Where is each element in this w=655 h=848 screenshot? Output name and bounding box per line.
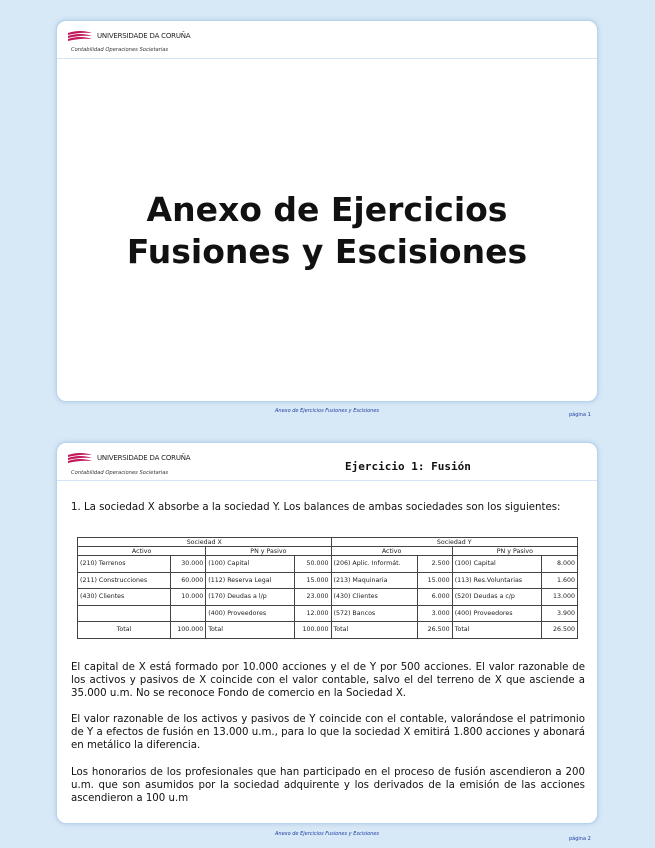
y-pn-pasivo-header: PN y Pasivo: [452, 547, 577, 556]
table-cell: Total: [452, 622, 541, 639]
table-company-row: [78, 538, 578, 547]
table-cell: (113) Res.Voluntarias: [452, 572, 541, 589]
page-title: [57, 189, 597, 273]
table-total-row: [78, 622, 578, 639]
table-cell: (170) Deudas a l/p: [206, 589, 295, 606]
subject-label: Contabilidad Operaciones Societarias: [71, 47, 169, 53]
table-cell: (210) Terrenos: [78, 556, 171, 573]
table-cell: Total: [331, 622, 418, 639]
table-cell: 2.500: [418, 556, 452, 573]
table-cell: 8.000: [541, 556, 577, 573]
table-cell: 12.000: [295, 605, 331, 622]
table-cell: 15.000: [418, 572, 452, 589]
university-logo: [67, 29, 190, 43]
company-x-header: Sociedad X: [78, 538, 332, 547]
table-cell: 15.000: [295, 572, 331, 589]
table-cell: (206) Aplic. Informát.: [331, 556, 418, 573]
table-cell: 3.900: [541, 605, 577, 622]
table-cell: [78, 605, 171, 622]
table-cell: (100) Capital: [206, 556, 295, 573]
table-cell: 60.000: [170, 572, 205, 589]
company-y-header: Sociedad Y: [331, 538, 578, 547]
table-cell: 26.500: [541, 622, 577, 639]
table-cell: 10.000: [170, 589, 205, 606]
page-number-1: página 1: [569, 412, 591, 418]
table-cell: Total: [206, 622, 295, 639]
table-cell: (213) Maquinaria: [331, 572, 418, 589]
table-cell: 3.000: [418, 605, 452, 622]
table-cell: (400) Proveedores: [206, 605, 295, 622]
y-activo-header: Activo: [331, 547, 452, 556]
university-logo: [67, 451, 190, 465]
table-cell: (400) Proveedores: [452, 605, 541, 622]
table-cell: 30.000: [170, 556, 205, 573]
logo-mark-icon: [67, 451, 93, 465]
balance-table: [77, 537, 578, 639]
title-line-1: Anexo de Ejercicios: [146, 190, 508, 229]
table-cell: 1.600: [541, 572, 577, 589]
table-cell: Total: [78, 622, 171, 639]
table-cell: (100) Capital: [452, 556, 541, 573]
table-cell: (211) Construcciones: [78, 572, 171, 589]
paragraph-valuation: El valor razonable de los activos y pasivos de Y coincide con el contable, valorándose el patrimonio de Y a efectos de fusión en 13.000 u.m., para lo que la sociedad X emitirá 1.800 acciones y abonará en metálico la diferencia.: [71, 714, 585, 751]
footer-title-2: Anexo de Ejercicios Fusiones y Escisiones: [274, 831, 379, 837]
table-cell: 6.000: [418, 589, 452, 606]
table-cell: (520) Deudas a c/p: [452, 589, 541, 606]
exercise-title: Ejercicio 1: Fusión: [345, 460, 471, 473]
university-name: UNIVERSIDADE DA CORUÑA: [97, 454, 191, 462]
exercise-intro: 1. La sociedad X absorbe a la sociedad Y. Los balances de ambas sociedades son los siguientes:: [71, 502, 561, 513]
x-activo-header: Activo: [78, 547, 206, 556]
university-name: UNIVERSIDADE DA CORUÑA: [97, 32, 191, 40]
footer-title-1: Anexo de Ejercicios Fusiones y Escisiones: [274, 408, 379, 414]
table-row: [78, 605, 578, 622]
table-cell: (112) Reserva Legal: [206, 572, 295, 589]
table-cell: 23.000: [295, 589, 331, 606]
paragraph-capital: El capital de X está formado por 10.000 acciones y el de Y por 500 acciones. El valor razonable de los activos y pasivos de X coincide con el valor contable, salvo el del terreno de X que asciende a 35.000 u.m. No se reconoce Fondo de comercio en la Sociedad X.: [71, 662, 585, 699]
logo-mark-icon: [67, 29, 93, 43]
slide-1: [56, 20, 598, 402]
table-row: [78, 572, 578, 589]
table-cell: 50.000: [295, 556, 331, 573]
table-cell: 26.500: [418, 622, 452, 639]
subject-label: Contabilidad Operaciones Societarias: [71, 470, 169, 476]
table-cell: (572) Bancos: [331, 605, 418, 622]
table-row: [78, 556, 578, 573]
table-cell: 100.000: [295, 622, 331, 639]
slide-2: [56, 442, 598, 824]
header-divider: [57, 480, 597, 481]
page-number-2: página 2: [569, 836, 591, 842]
table-cell: 100.000: [170, 622, 205, 639]
paragraph-fees: Los honorarios de los profesionales que han participado en el proceso de fusión ascendieron a 200 u.m. que son asumidos por la sociedad adquirente y los derivados de la emisión de las acciones ascendieron a 100 u.m: [71, 767, 585, 804]
header-divider: [57, 58, 597, 59]
table-row: [78, 589, 578, 606]
x-pn-pasivo-header: PN y Pasivo: [206, 547, 331, 556]
title-line-2: Fusiones y Escisiones: [126, 232, 528, 271]
table-cell: 13.000: [541, 589, 577, 606]
table-cell: (430) Clientes: [78, 589, 171, 606]
table-section-row: [78, 547, 578, 556]
table-cell: [170, 605, 205, 622]
table-cell: (430) Clientes: [331, 589, 418, 606]
